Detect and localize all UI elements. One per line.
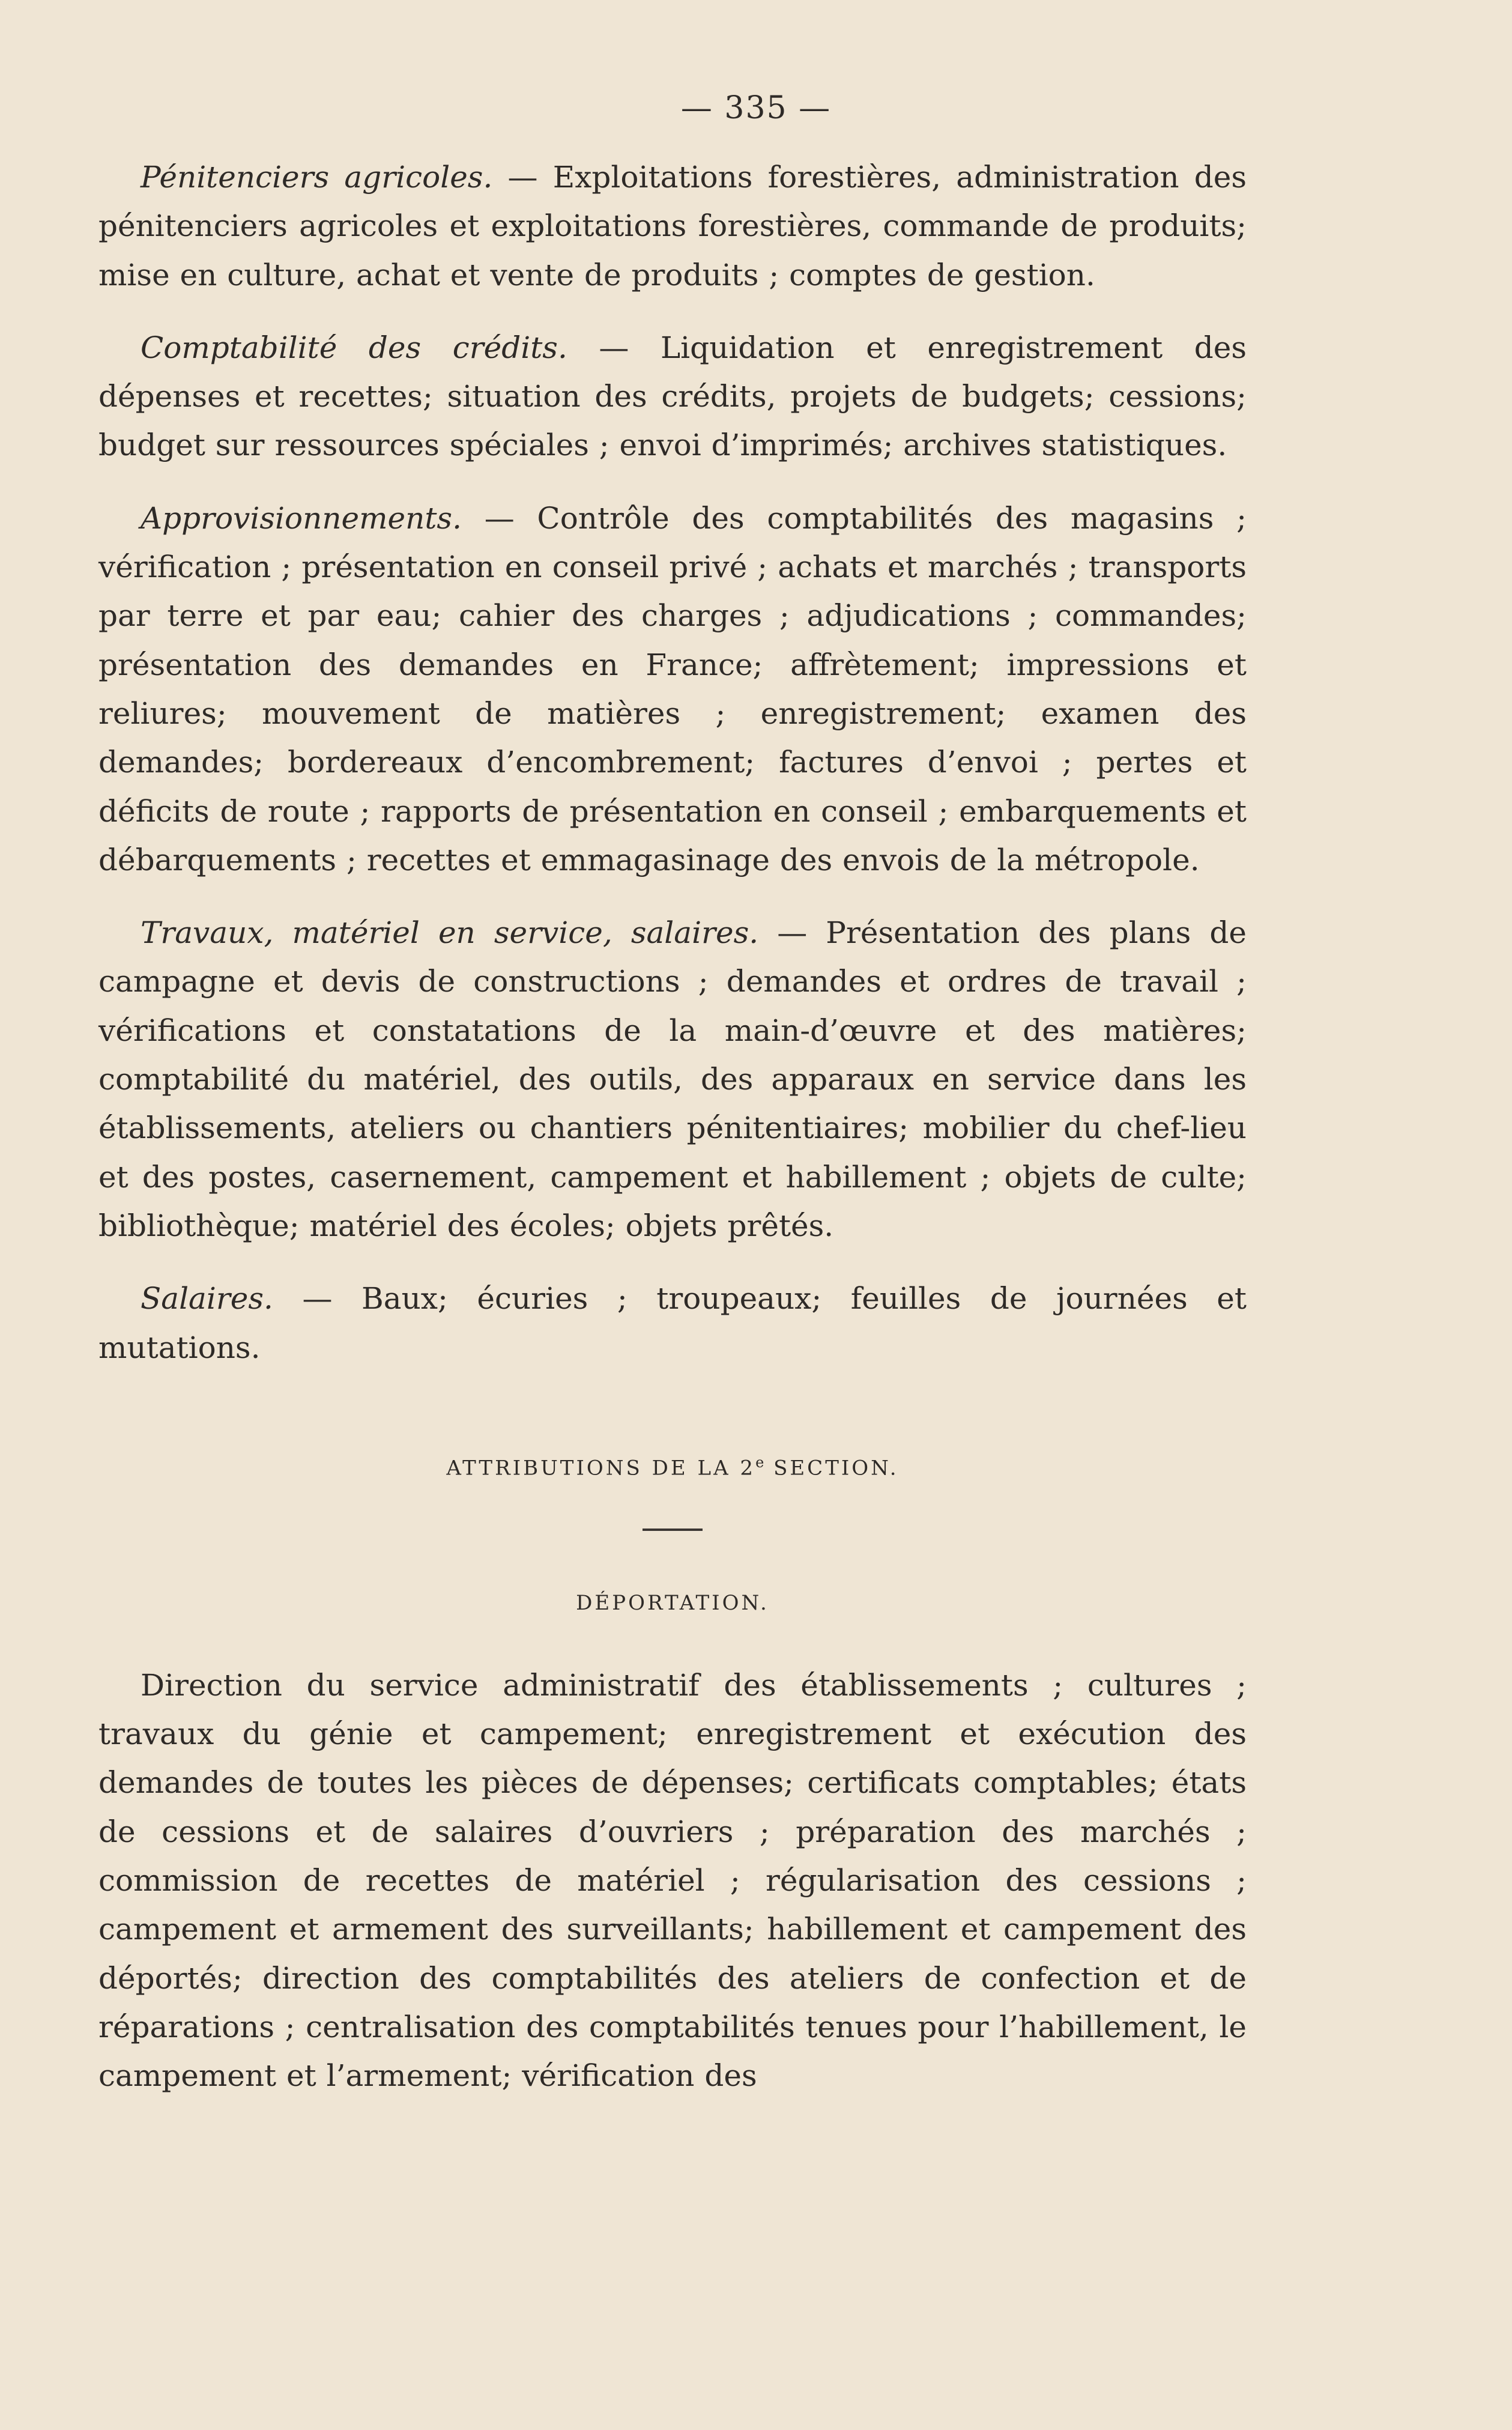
paragraph-text: — Liquidation et enregistrement des dépenses et recettes; situation des crédits, projets de budgets; cessions; budget sur ressources spéciales ; envoi d’imprimés; archives statistiques. (98, 330, 1247, 463)
paragraph-penitenciers (98, 153, 1247, 300)
divider-rule (643, 1529, 703, 1531)
paragraph-text: — Exploitations forestières, administration des pénitenciers agricoles et exploitations forestières, commande de produits; mise en culture, achat et vente de produits ; comptes de gestion. (98, 160, 1247, 292)
rubric-comptabilite: Comptabilité des crédits. (141, 330, 567, 365)
paragraph-text: — Baux; écuries ; troupeaux; feuilles de journées et mutations. (98, 1281, 1247, 1365)
rubric-travaux: Travaux, matériel en service, salaires. (141, 915, 759, 951)
heading-superscript: e (755, 1453, 764, 1471)
rubric-penitenciers: Pénitenciers agricoles. (141, 160, 493, 195)
section-heading (98, 1438, 1247, 1493)
paragraph-deportation: Direction du service administratif des établissements ; cultures ; travaux du génie et campement; enregistrement et exécution des demandes de toutes les pièces de dépenses; certificats comptables; états de cessions et de salaires d’ouvriers ; préparation des marchés ; commission de recettes de matériel ; régularisation des cessions ; campement et armement des surveillants; habillement et campement des déportés; direction des comptabilités des ateliers de confection et de réparations ; centralisation des comptabilités tenues pour l’habillement, le campement et l’armement; vérification des (98, 1667, 1247, 2094)
paragraph-salaires (98, 1274, 1247, 1372)
page-number: — 335 — (680, 90, 832, 126)
heading-text-end: SECTION. (764, 1456, 899, 1480)
body-text (98, 153, 1247, 2100)
paragraph-text: — Contrôle des comptabilités des magasins ; vérification ; présentation en conseil privé ; achats et marchés ; transports par terre et par eau; cahier des charges ; adjudications ; commandes; présentation des demandes en France; affrètement; impressions et reliures; mouvement de matières ; enregistrement; examen des demandes; bordereaux d’encombrement; factures d’envoi ; pertes et déficits de route ; rapports de présentation en conseil ; embarquements et débarquements ; recettes et emmagasinage des envois de la métropole. (98, 500, 1247, 877)
paragraph-text: — Présentation des plans de campagne et devis de constructions ; demandes et ordres de travail ; vérifications et constatations de la main-d’œuvre et des matières; comptabilité du matériel, des outils, des apparaux en service dans les établissements, ateliers ou chantiers pénitentiaires; mobilier du chef-lieu et des postes, casernement, campement et habillement ; objets de culte; bibliothèque; matériel des écoles; objets prêtés. (98, 915, 1247, 1243)
paragraph-comptabilite (98, 324, 1247, 470)
paragraph-travaux (98, 909, 1247, 1250)
rubric-approvisionnements: Approvisionnements. (141, 500, 462, 536)
heading-text: ATTRIBUTIONS DE LA 2 (446, 1456, 756, 1480)
subsection-heading: DÉPORTATION. (576, 1591, 769, 1616)
paragraph-approvisionnements (98, 494, 1247, 885)
rubric-salaires: Salaires. (141, 1281, 273, 1317)
